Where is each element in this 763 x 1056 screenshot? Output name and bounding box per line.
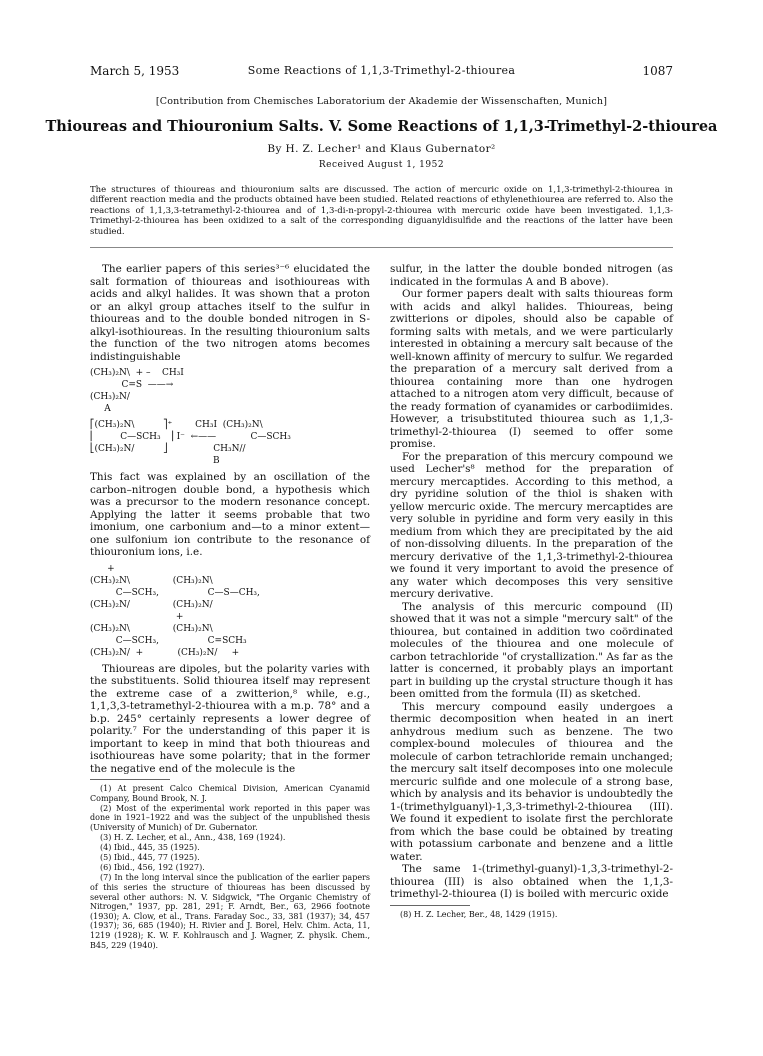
paragraph: The analysis of this mercuric compound (II) showed that it was not a simple "mercury salt" of the thiourea, but contained in addition two coördinated molecules of the thiourea and one molecule of carbon tetrachloride "of crystallization." As far as the latter is concerned, it probably plays an important part in building up the crystal structure though it has been omitted from the formula (II) as sketched. — [390, 600, 673, 700]
footnote: (3) H. Z. Lecher, et al., Ann., 438, 169 (1924). — [100, 832, 286, 842]
formula-a: (CH₃)₂N\ + – CH₃I C=S ——→ (CH₃)₂N/ A — [90, 368, 184, 414]
footnote: (4) Ibid., 445, 35 (1925). — [100, 843, 200, 853]
received-date: Received August 1, 1952 — [318, 160, 445, 170]
footnote: (7) In the long interval since the publication of the earlier papers of this series the structure of thioureas has been discussed by several other authors: N. V. Sidgwick, "The Organic Chemistry of Nitrogen," 1937, pp. 281, 291; F. Arndt, Ber., 63, 2966 footnote (1930); A. Clow, et al., Trans. Faraday Soc., 33, 381 (1937); 34, 457 (1937); 36, 685 (1940); H. Rivier and J. Borel, Helv. Chim. Acta, 11, 1219 (1928); K. W. F. Kohlrausch and J. Wagner, Z. physik. Chem., B45, 229 (1940). — [90, 873, 370, 950]
paragraph: This mercury compound easily undergoes a thermic decomposition when heated in an inert anhydrous medium such as benzene. The two complex-bound molecules of thiourea and the molecule of carbon tetrachloride remain unchanged; the mercury salt itself decomposes into one molecule mercuric sulfide and one molecule of a strong base, which by analysis and its behavior is undoubtedly the 1-(trimethylguanyl)-1,3,3-trimethyl-2-thiourea (III). We found it expedient to isolate first the perchlorate from which the base could be obtained by treating with potassium carbonate and benzene and a little water. — [390, 700, 673, 863]
paragraph: The same 1-(trimethyl-guanyl)-1,3,3-trimethyl-2-thiourea (III) is also obtained when the 1,1,3-trimethyl-2-thiourea (I) is boiled with mercuric oxide — [390, 863, 673, 900]
right-column — [390, 263, 673, 920]
paragraph: The earlier papers of this series³⁻⁶ elucidated the salt formation of thioureas and isothioureas with acids and alkyl halides. It was shown that a proton or an alkyl group attaches itself to the sulfur in thioureas and to the double bonded nitrogen in S-alkyl-isothioureas. In the resulting thiouronium salts the function of the two nitrogen atoms becomes indistinguishable — [90, 263, 370, 363]
footnote: (1) At present Calco Chemical Division, American Cyanamid Company, Bound Brook, N. J. — [90, 784, 370, 803]
author-line: By H. Z. Lecher¹ and Klaus Gubernator² — [267, 143, 496, 155]
paragraph: Our former papers dealt with salts thioureas form with acids and alkyl halides. Thioureas, being zwitterions or dipoles, should also be capable of forming salts with metals, and we were particularly interested in obtaining a mercury salt because of the well-known affinity of mercury to sulfur. We regarded the preparation of a mercury salt derived from a thiourea containing more than one hydrogen attached to a nitrogen atom very difficult, because of the ready formation of cyanamides or carbodiimides. However, a trisubstituted thiourea such as 1,1,3-trimethyl-2-thiourea (I) seemed to offer some promise. — [390, 288, 673, 450]
left-column — [90, 263, 370, 951]
footnote: (2) Most of the experimental work reported in this paper was done in 1921–1922 and was the subject of the unpublished thesis (University of Munich) of Dr. Gubernator. — [90, 803, 370, 832]
article-title: Thioureas and Thiouronium Salts. V. Some Reactions of 1,1,3-Trimethyl-2-thiourea — [45, 118, 718, 135]
footnote: (5) Ibid., 445, 77 (1925). — [100, 853, 200, 863]
footnote-divider — [390, 905, 470, 906]
footnote: (6) Ibid., 456, 192 (1927). — [100, 863, 205, 873]
contribution-line: [Contribution from Chemisches Laboratorium der Akademie der Wissenschaften, Munich] — [155, 96, 608, 107]
paragraph: Thioureas are dipoles, but the polarity varies with the substituents. Solid thiourea itself may represent the extreme case of a zwitterion,⁸ while, e.g., 1,1,3,3-tetramethyl-2-thiourea with a m.p. 78° and a b.p. 245° certainly represents a lower degree of polarity.⁷ For the understanding of this paper it is important to keep in mind that both thioureas and isothioureas have some polarity; that in the former the negative end of the molecule is the — [90, 662, 370, 775]
paragraph: For the preparation of this mercury compound we used Lecher's⁸ method for the preparation of mercury mercaptides. According to this method, a dry pyridine solution of the thiol is shaken with yellow mercuric oxide. The mercury mercaptides are very soluble in pyridine and form very easily in this medium from which they are precipitated by the aid of non-dissolving diluents. In the preparation of the mercury derivative of the 1,1,3-trimethyl-2-thiourea we found it very important to avoid the presence of any water which decomposes this very sensitive mercury derivative. — [390, 450, 673, 600]
header-running-title: Some Reactions of 1,1,3-Trimethyl-2-thiourea — [247, 64, 516, 77]
abstract-divider — [90, 247, 673, 248]
paragraph: This fact was explained by an oscillation of the carbon–nitrogen double bond, a hypothesis which was a precursor to the modern resonance concept. Applying the latter it seems probable that two imonium, one carbonium and—to a minor extent—one sulfonium ion contribute to the resonance of thiouronium ions, i.e. — [90, 471, 370, 558]
abstract: The structures of thioureas and thiouronium salts are discussed. The action of mercuric oxide on 1,1,3-trimethyl-2-thiourea in different reaction media and the products obtained have been studied. Related reactions of ethylenethiourea are referred to. Also the reactions of 1,1,3,3-tetramethyl-2-thiourea and of 1,3-di-n-propyl-2-thiourea with mercuric oxide have been investigated. 1,1,3-Trimethyl-2-thiourea has been oxidized to a salt of the corresponding diguanyldisulfide and the reactions of the latter have been studied. — [90, 185, 673, 237]
footnotes — [390, 910, 673, 920]
paragraph: sulfur, in the latter the double bonded nitrogen (as indicated in the formulas A and B above). — [390, 263, 673, 288]
footnotes — [90, 784, 370, 950]
footnote: (8) H. Z. Lecher, Ber., 48, 1429 (1915). — [400, 909, 558, 919]
formula-b: ⎡(CH₃)₂N\ ⎤⁺ CH₃I (CH₃)₂N\ ⎢ C—SCH₃ ⎥ I⁻ ←—— C—SCH₃ ⎣(CH₃)₂N/ ⎦ CH₃N// B — [90, 420, 291, 466]
header-page-number: 1087 — [642, 64, 673, 78]
resonance-formulas: + (CH₃)₂N\ (CH₃)₂N\ C—SCH₃, C—S—CH₃, (CH₃)₂N/ (CH₃)₂N/ + (CH₃)₂N\ (CH₃)₂N\ C—SCH₃, C=SCH₃ (CH₃)₂N/ + (CH₃)₂N/ + — [90, 563, 260, 658]
footnote-divider — [90, 779, 170, 780]
header-date: March 5, 1953 — [90, 64, 180, 78]
